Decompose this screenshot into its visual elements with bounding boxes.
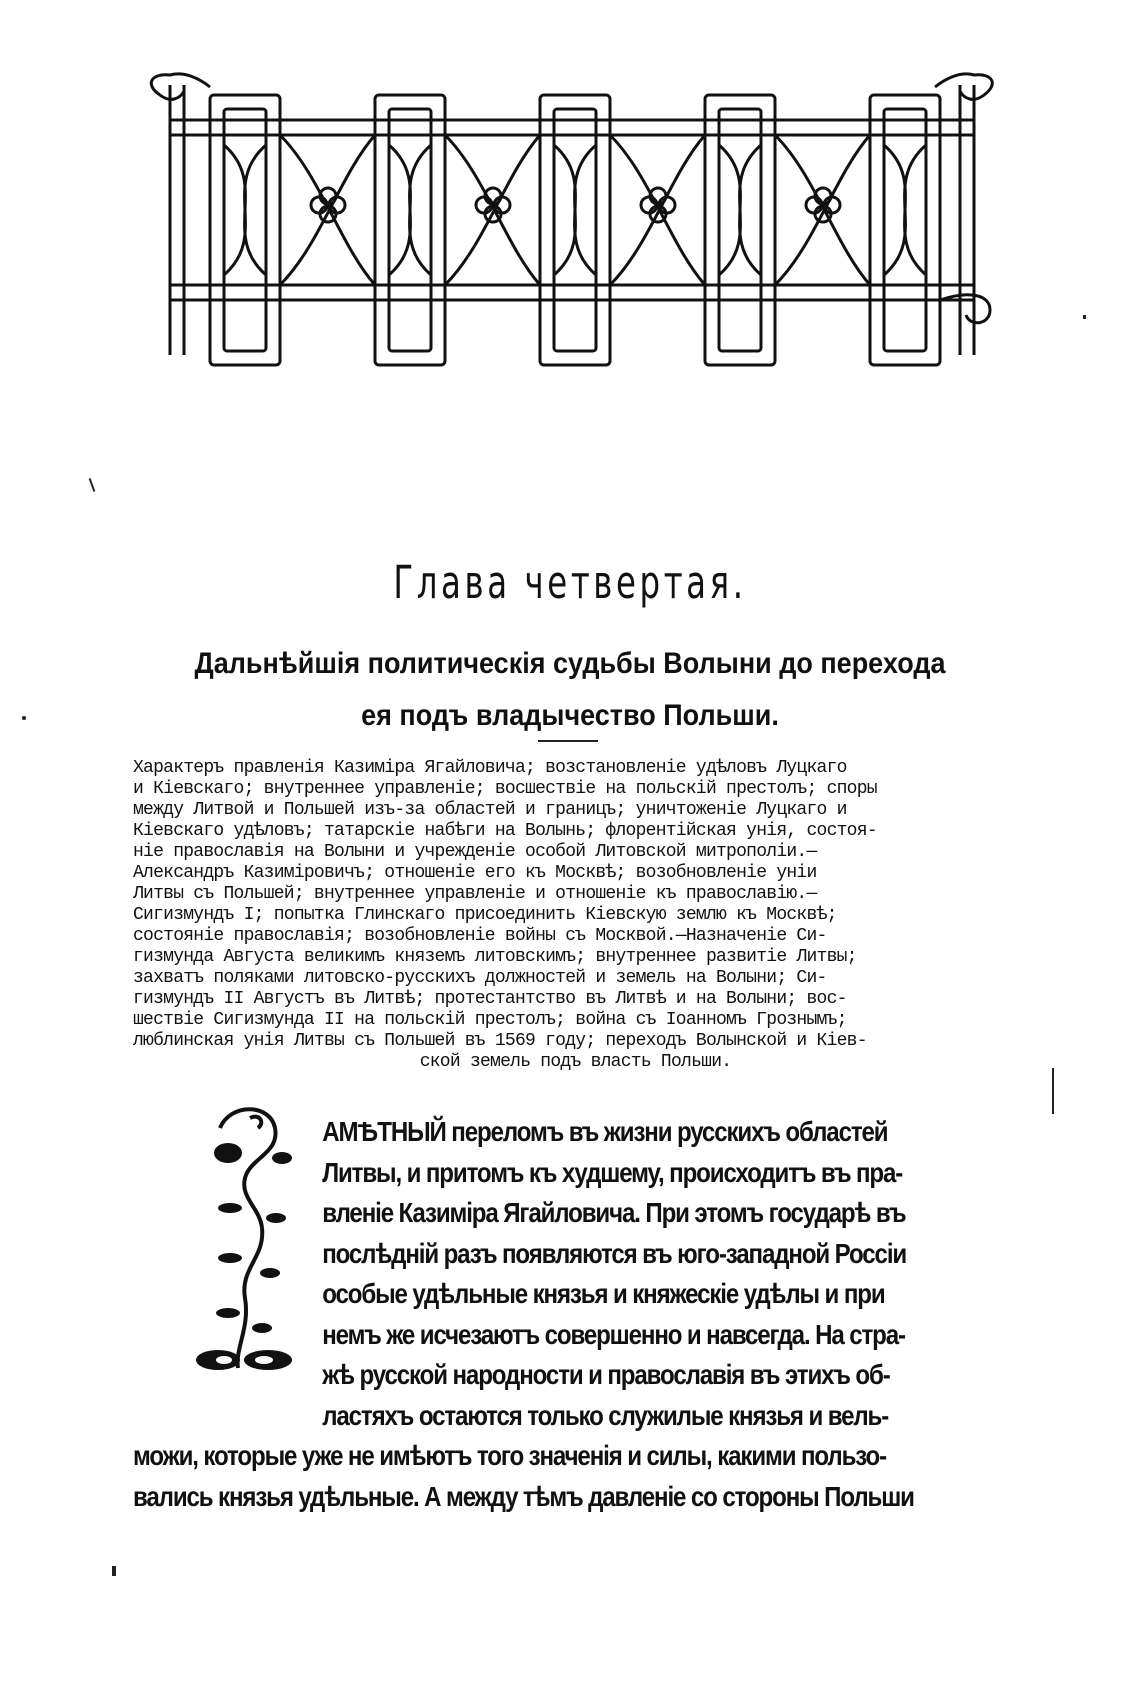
body-line: жѣ русской народности и православія въ этихъ об- — [322, 1359, 890, 1390]
body-line: особые удѣльные князья и княжескіе удѣлы и при — [322, 1278, 885, 1309]
summary-line: гизмундъ II Августъ въ Литвѣ; протестантство въ Литвѣ и на Волыни; вос- — [133, 989, 847, 1009]
summary-line: люблинская унія Литвы съ Польшей въ 1569 году; переходъ Волынской и Кіев- — [133, 1031, 867, 1051]
scan-speck — [22, 716, 26, 720]
scan-speck — [1052, 1068, 1054, 1114]
chapter-body — [133, 1112, 1018, 1517]
scan-speck — [112, 1566, 116, 1576]
summary-line: Литвы съ Польшей; внутреннее управленіе и отношеніе къ православію.— — [133, 884, 817, 904]
chapter-summary — [133, 758, 1018, 1073]
body-line: АМѢТНЫЙ переломъ въ жизни русскихъ областей — [322, 1116, 888, 1147]
summary-line: Александръ Казиміровичъ; отношеніе его къ Москвѣ; возобновленіе уніи — [133, 863, 817, 883]
summary-line: ской земель подъ власть Польши. — [419, 1052, 732, 1072]
summary-line: шествіе Сигизмунда II на польскій престолъ; война съ Іоанномъ Грознымъ; — [133, 1010, 847, 1030]
body-line: ластяхъ остаются только служилые князья и вель- — [322, 1399, 889, 1431]
summary-line: между Литвой и Польшей изъ-за областей и границъ; уничтоженіе Луцкаго и — [133, 800, 847, 820]
summary-line: и Кіевскаго; внутреннее управленіе; восшествіе на польскій престолъ; споры — [133, 779, 877, 799]
subtitle-line: ея подъ владычество Польши. — [361, 699, 779, 732]
body-line: вались князья удѣльные. А между тѣмъ давленіе со стороны Польши — [133, 1480, 914, 1512]
separator-rule — [538, 740, 598, 742]
summary-line: Характеръ правленія Казиміра Ягайловича; возстановленіе удѣловъ Луцкаго — [133, 758, 847, 778]
body-line: послѣдній разъ появляются въ юго-западной Россіи — [322, 1237, 907, 1269]
summary-line: захватъ поляками литовско-русскихъ должностей и земель на Волыни; Си- — [133, 968, 827, 988]
chapter-title: Глава четвертая. — [393, 556, 747, 609]
summary-line: ніе православія на Волыни и учрежденіе особой Литовской митрополіи.— — [133, 842, 817, 862]
body-line: немъ же исчезаютъ совершенно и навсегда. На стра- — [322, 1318, 905, 1350]
scan-speck — [1083, 315, 1086, 319]
body-line: вленіе Казиміра Ягайловича. При этомъ государѣ въ — [322, 1197, 906, 1228]
body-line: Литвы, и притомъ къ худшему, происходитъ въ пра- — [322, 1156, 903, 1188]
chapter-subtitle — [125, 638, 1015, 742]
summary-line: состояніе православія; возобновленіе войны съ Москвой.—Назначеніе Си- — [133, 926, 827, 946]
summary-line: Сигизмундъ I; попытка Глинскаго присоединить Кіевскую землю къ Москвѣ; — [133, 905, 837, 925]
summary-line: гизмунда Августа великимъ княземъ литовскимъ; внутреннее развитіе Литвы; — [133, 947, 857, 967]
summary-line: Кіевскаго удѣловъ; татарскіе набѣги на Волынь; флорентійская унія, состоя- — [133, 821, 877, 841]
subtitle-line: Дальнѣйшія политическія судьбы Волыни до перехода — [194, 647, 946, 680]
scan-speck — [89, 478, 96, 492]
interlace-ornament-icon — [140, 65, 1020, 385]
body-line: можи, которые уже не имѣютъ того значенія и силы, какими пользо- — [133, 1440, 887, 1471]
